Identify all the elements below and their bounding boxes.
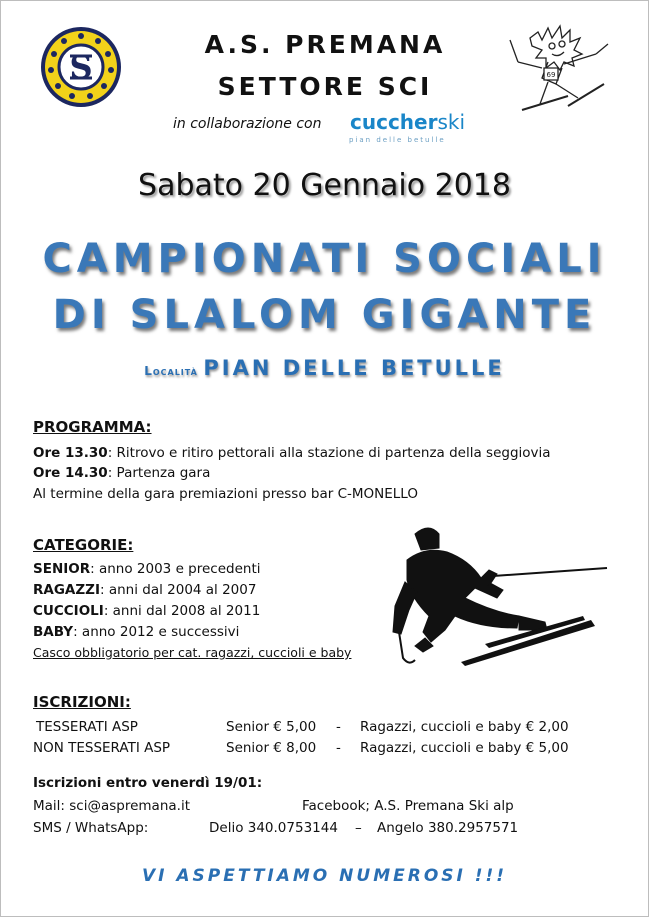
iscrizioni-heading: ISCRIZIONI: [33, 693, 131, 711]
collaboration-text: in collaborazione con [173, 116, 322, 132]
category-item: CUCCIOLI: anni dal 2008 al 2011 [33, 603, 261, 619]
programma-heading: PROGRAMMA: [33, 418, 152, 436]
categorie-heading: CATEGORIE: [33, 536, 134, 554]
event-title-line1: CAMPIONATI SOCIALI [42, 236, 607, 282]
fee-dash: - [336, 719, 341, 735]
svg-text:S: S [69, 48, 93, 86]
fee-senior: Senior € 8,00 [226, 740, 317, 756]
programma-closing: Al termine della gara premiazioni presso bar C-MONELLO [33, 486, 418, 502]
category-item: RAGAZZI: anni dal 2004 al 2007 [33, 582, 257, 598]
fee-senior: Senior € 5,00 [226, 719, 317, 735]
sponsor-logo [350, 110, 465, 134]
fee-others: Ragazzi, cuccioli e baby € 5,00 [360, 740, 569, 756]
club-section: SETTORE SCI [217, 72, 433, 101]
category-item: SENIOR: anno 2003 e precedenti [33, 561, 261, 577]
event-date: Sabato 20 Gennaio 2018 [138, 168, 511, 203]
fee-type: NON TESSERATI ASP [33, 740, 171, 756]
contact-dash: – [355, 820, 362, 836]
sponsor-subtitle: pian delle betulle [349, 136, 446, 144]
mascot-skier-icon [508, 18, 614, 116]
fee-dash: - [336, 740, 341, 756]
fee-others: Ragazzi, cuccioli e baby € 2,00 [360, 719, 569, 735]
event-location [0, 356, 649, 380]
location-prefix: Località [144, 364, 198, 378]
programma-item: Ore 14.30: Partenza gara [33, 465, 211, 481]
contact-phone-1: Delio 340.0753144 [209, 820, 338, 836]
club-name: A.S. PREMANA [204, 30, 446, 59]
programma-item: Ore 13.30: Ritrovo e ritiro pettorali alla stazione di partenza della seggiovia [33, 445, 551, 461]
fee-type: TESSERATI ASP [36, 719, 138, 735]
contact-sms-label: SMS / WhatsApp: [33, 820, 149, 836]
category-item: BABY: anno 2012 e successivi [33, 624, 240, 640]
helmet-note: Casco obbligatorio per cat. ragazzi, cuccioli e baby [33, 645, 352, 660]
footer-slogan: VI ASPETTIAMO NUMEROSI !!! [141, 866, 508, 886]
club-logo-icon [40, 26, 122, 108]
svg-text:69: 69 [546, 71, 556, 79]
location-name: PIAN DELLE BETULLE [203, 356, 505, 380]
contact-facebook[interactable]: Facebook; A.S. Premana Ski alp [302, 798, 514, 814]
skier-silhouette-icon [385, 520, 625, 670]
contact-phone-2: Angelo 380.2957571 [377, 820, 519, 836]
registration-deadline: Iscrizioni entro venerdì 19/01: [33, 775, 263, 791]
sponsor-name-bold: cuccher [350, 110, 438, 134]
sponsor-name-light: ski [437, 110, 466, 134]
event-title-line2: DI SLALOM GIGANTE [52, 292, 597, 338]
contact-mail[interactable]: Mail: sci@aspremana.it [33, 798, 190, 814]
